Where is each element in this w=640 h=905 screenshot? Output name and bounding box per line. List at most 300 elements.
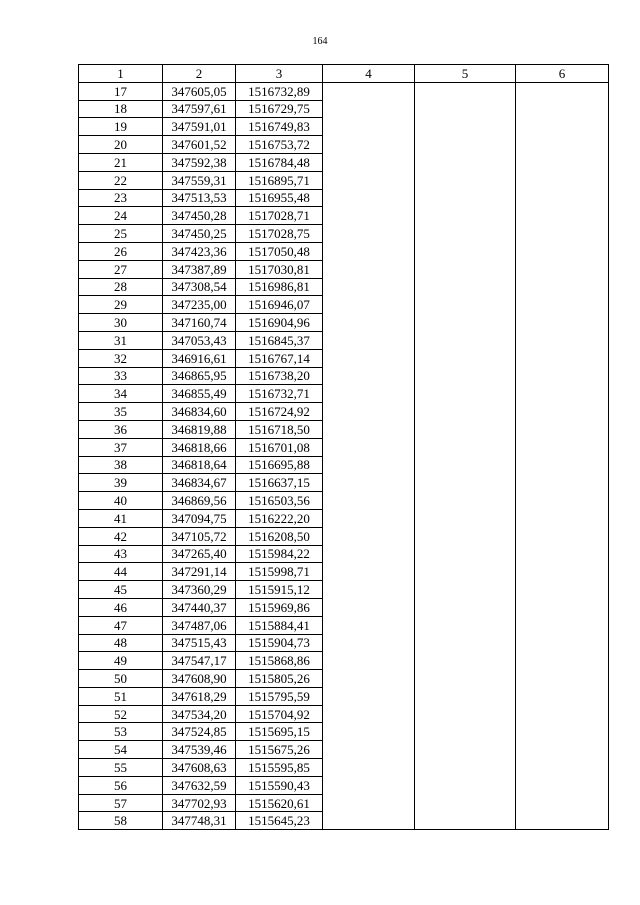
empty-cell <box>323 153 415 171</box>
empty-cell <box>516 100 609 118</box>
empty-cell <box>516 634 609 652</box>
point-number-cell: 46 <box>79 598 163 616</box>
y-coordinate-cell: 1516767,14 <box>236 349 323 367</box>
empty-cell <box>415 242 516 260</box>
table-row <box>79 545 609 563</box>
column-header-3: 3 <box>236 65 323 83</box>
column-header-2: 2 <box>163 65 236 83</box>
empty-cell <box>516 456 609 474</box>
point-number-cell: 31 <box>79 331 163 349</box>
y-coordinate-cell: 1516784,48 <box>236 153 323 171</box>
empty-cell <box>415 776 516 794</box>
empty-cell <box>516 242 609 260</box>
point-number-cell: 55 <box>79 759 163 777</box>
y-coordinate-cell: 1516729,75 <box>236 100 323 118</box>
table-row <box>79 634 609 652</box>
table-row <box>79 171 609 189</box>
empty-cell <box>323 260 415 278</box>
empty-cell <box>323 759 415 777</box>
empty-cell <box>516 367 609 385</box>
y-coordinate-cell: 1516701,08 <box>236 438 323 456</box>
empty-cell <box>516 794 609 812</box>
empty-cell <box>323 403 415 421</box>
empty-cell <box>323 278 415 296</box>
empty-cell <box>415 616 516 634</box>
x-coordinate-cell: 347094,75 <box>163 509 236 527</box>
empty-cell <box>323 118 415 136</box>
empty-cell <box>516 171 609 189</box>
table-body <box>79 82 609 829</box>
empty-cell <box>516 670 609 688</box>
empty-cell <box>516 509 609 527</box>
point-number-cell: 20 <box>79 136 163 154</box>
empty-cell <box>516 207 609 225</box>
empty-cell <box>415 403 516 421</box>
y-coordinate-cell: 1515620,61 <box>236 794 323 812</box>
x-coordinate-cell: 347265,40 <box>163 545 236 563</box>
point-number-cell: 26 <box>79 242 163 260</box>
empty-cell <box>415 456 516 474</box>
table-row <box>79 438 609 456</box>
empty-cell <box>323 82 415 100</box>
empty-cell <box>516 153 609 171</box>
y-coordinate-cell: 1515675,26 <box>236 741 323 759</box>
x-coordinate-cell: 347160,74 <box>163 314 236 332</box>
empty-cell <box>415 741 516 759</box>
x-coordinate-cell: 346818,64 <box>163 456 236 474</box>
x-coordinate-cell: 347608,90 <box>163 670 236 688</box>
x-coordinate-cell: 347515,43 <box>163 634 236 652</box>
empty-cell <box>516 260 609 278</box>
y-coordinate-cell: 1516955,48 <box>236 189 323 207</box>
table-row <box>79 136 609 154</box>
empty-cell <box>323 100 415 118</box>
y-coordinate-cell: 1515884,41 <box>236 616 323 634</box>
empty-cell <box>415 687 516 705</box>
empty-cell <box>323 545 415 563</box>
table-row <box>79 670 609 688</box>
empty-cell <box>415 100 516 118</box>
x-coordinate-cell: 347592,38 <box>163 153 236 171</box>
point-number-cell: 29 <box>79 296 163 314</box>
y-coordinate-cell: 1516695,88 <box>236 456 323 474</box>
empty-cell <box>516 563 609 581</box>
empty-cell <box>415 314 516 332</box>
empty-cell <box>415 598 516 616</box>
empty-cell <box>323 189 415 207</box>
x-coordinate-cell: 346819,88 <box>163 420 236 438</box>
empty-cell <box>415 136 516 154</box>
x-coordinate-cell: 347387,89 <box>163 260 236 278</box>
table-row <box>79 456 609 474</box>
point-number-cell: 33 <box>79 367 163 385</box>
empty-cell <box>323 367 415 385</box>
y-coordinate-cell: 1515969,86 <box>236 598 323 616</box>
x-coordinate-cell: 346865,95 <box>163 367 236 385</box>
empty-cell <box>516 225 609 243</box>
empty-cell <box>323 812 415 830</box>
empty-cell <box>415 634 516 652</box>
empty-cell <box>323 492 415 510</box>
point-number-cell: 53 <box>79 723 163 741</box>
empty-cell <box>516 189 609 207</box>
page-number: 164 <box>312 36 328 47</box>
empty-cell <box>516 278 609 296</box>
empty-cell <box>516 438 609 456</box>
x-coordinate-cell: 346818,66 <box>163 438 236 456</box>
empty-cell <box>516 527 609 545</box>
empty-cell <box>323 242 415 260</box>
point-number-cell: 24 <box>79 207 163 225</box>
table-row <box>79 474 609 492</box>
point-number-cell: 51 <box>79 687 163 705</box>
x-coordinate-cell: 346834,67 <box>163 474 236 492</box>
x-coordinate-cell: 347608,63 <box>163 759 236 777</box>
empty-cell <box>323 634 415 652</box>
x-coordinate-cell: 347618,29 <box>163 687 236 705</box>
y-coordinate-cell: 1516503,56 <box>236 492 323 510</box>
column-header-5: 5 <box>415 65 516 83</box>
empty-cell <box>415 260 516 278</box>
table-row <box>79 118 609 136</box>
point-number-cell: 37 <box>79 438 163 456</box>
y-coordinate-cell: 1517050,48 <box>236 242 323 260</box>
empty-cell <box>323 776 415 794</box>
empty-cell <box>323 225 415 243</box>
empty-cell <box>323 420 415 438</box>
x-coordinate-cell: 347053,43 <box>163 331 236 349</box>
empty-cell <box>516 652 609 670</box>
x-coordinate-cell: 347547,17 <box>163 652 236 670</box>
x-coordinate-cell: 347487,06 <box>163 616 236 634</box>
header-row <box>79 65 609 83</box>
table-row <box>79 367 609 385</box>
y-coordinate-cell: 1515868,86 <box>236 652 323 670</box>
column-header-4: 4 <box>323 65 415 83</box>
table-row <box>79 652 609 670</box>
empty-cell <box>415 492 516 510</box>
empty-cell <box>415 296 516 314</box>
empty-cell <box>516 723 609 741</box>
y-coordinate-cell: 1515795,59 <box>236 687 323 705</box>
empty-cell <box>516 118 609 136</box>
empty-cell <box>415 812 516 830</box>
y-coordinate-cell: 1516895,71 <box>236 171 323 189</box>
x-coordinate-cell: 347534,20 <box>163 705 236 723</box>
y-coordinate-cell: 1515704,92 <box>236 705 323 723</box>
table-row <box>79 260 609 278</box>
point-number-cell: 50 <box>79 670 163 688</box>
empty-cell <box>323 456 415 474</box>
x-coordinate-cell: 347605,05 <box>163 82 236 100</box>
empty-cell <box>516 492 609 510</box>
point-number-cell: 54 <box>79 741 163 759</box>
table-row <box>79 812 609 830</box>
x-coordinate-cell: 347105,72 <box>163 527 236 545</box>
empty-cell <box>323 509 415 527</box>
table-row <box>79 314 609 332</box>
y-coordinate-cell: 1516222,20 <box>236 509 323 527</box>
empty-cell <box>323 687 415 705</box>
y-coordinate-cell: 1516718,50 <box>236 420 323 438</box>
table-header <box>79 65 609 83</box>
empty-cell <box>516 616 609 634</box>
empty-cell <box>516 403 609 421</box>
empty-cell <box>323 331 415 349</box>
table-row <box>79 385 609 403</box>
table-row <box>79 189 609 207</box>
empty-cell <box>323 385 415 403</box>
empty-cell <box>516 705 609 723</box>
table-row <box>79 225 609 243</box>
empty-cell <box>323 616 415 634</box>
point-number-cell: 45 <box>79 581 163 599</box>
empty-cell <box>323 652 415 670</box>
empty-cell <box>516 812 609 830</box>
empty-cell <box>516 687 609 705</box>
empty-cell <box>415 153 516 171</box>
empty-cell <box>323 723 415 741</box>
x-coordinate-cell: 347450,25 <box>163 225 236 243</box>
y-coordinate-cell: 1517028,71 <box>236 207 323 225</box>
coordinates-table <box>78 64 609 830</box>
x-coordinate-cell: 346916,61 <box>163 349 236 367</box>
table-row <box>79 723 609 741</box>
empty-cell <box>323 563 415 581</box>
empty-cell <box>516 474 609 492</box>
empty-cell <box>516 296 609 314</box>
empty-cell <box>415 670 516 688</box>
empty-cell <box>323 670 415 688</box>
y-coordinate-cell: 1515915,12 <box>236 581 323 599</box>
y-coordinate-cell: 1515984,22 <box>236 545 323 563</box>
empty-cell <box>323 741 415 759</box>
empty-cell <box>516 759 609 777</box>
table-row <box>79 349 609 367</box>
empty-cell <box>516 776 609 794</box>
y-coordinate-cell: 1517030,81 <box>236 260 323 278</box>
y-coordinate-cell: 1516732,89 <box>236 82 323 100</box>
empty-cell <box>323 527 415 545</box>
table-row <box>79 492 609 510</box>
empty-cell <box>415 545 516 563</box>
empty-cell <box>415 171 516 189</box>
y-coordinate-cell: 1516986,81 <box>236 278 323 296</box>
empty-cell <box>323 705 415 723</box>
empty-cell <box>323 207 415 225</box>
point-number-cell: 30 <box>79 314 163 332</box>
empty-cell <box>415 509 516 527</box>
point-number-cell: 57 <box>79 794 163 812</box>
empty-cell <box>415 563 516 581</box>
x-coordinate-cell: 347597,61 <box>163 100 236 118</box>
y-coordinate-cell: 1516946,07 <box>236 296 323 314</box>
empty-cell <box>516 598 609 616</box>
empty-cell <box>415 331 516 349</box>
y-coordinate-cell: 1516845,37 <box>236 331 323 349</box>
empty-cell <box>516 581 609 599</box>
y-coordinate-cell: 1516904,96 <box>236 314 323 332</box>
x-coordinate-cell: 347591,01 <box>163 118 236 136</box>
table-row <box>79 420 609 438</box>
y-coordinate-cell: 1515645,23 <box>236 812 323 830</box>
point-number-cell: 25 <box>79 225 163 243</box>
x-coordinate-cell: 346834,60 <box>163 403 236 421</box>
x-coordinate-cell: 347513,53 <box>163 189 236 207</box>
x-coordinate-cell: 347360,29 <box>163 581 236 599</box>
x-coordinate-cell: 346869,56 <box>163 492 236 510</box>
empty-cell <box>415 474 516 492</box>
y-coordinate-cell: 1516208,50 <box>236 527 323 545</box>
point-number-cell: 49 <box>79 652 163 670</box>
point-number-cell: 27 <box>79 260 163 278</box>
y-coordinate-cell: 1515904,73 <box>236 634 323 652</box>
y-coordinate-cell: 1516738,20 <box>236 367 323 385</box>
point-number-cell: 48 <box>79 634 163 652</box>
empty-cell <box>415 759 516 777</box>
empty-cell <box>516 545 609 563</box>
empty-cell <box>415 118 516 136</box>
point-number-cell: 36 <box>79 420 163 438</box>
empty-cell <box>516 82 609 100</box>
empty-cell <box>415 349 516 367</box>
y-coordinate-cell: 1515805,26 <box>236 670 323 688</box>
y-coordinate-cell: 1515695,15 <box>236 723 323 741</box>
x-coordinate-cell: 346855,49 <box>163 385 236 403</box>
empty-cell <box>415 82 516 100</box>
table-row <box>79 509 609 527</box>
x-coordinate-cell: 347601,52 <box>163 136 236 154</box>
table-row <box>79 207 609 225</box>
y-coordinate-cell: 1517028,75 <box>236 225 323 243</box>
empty-cell <box>323 136 415 154</box>
y-coordinate-cell: 1516724,92 <box>236 403 323 421</box>
x-coordinate-cell: 347702,93 <box>163 794 236 812</box>
x-coordinate-cell: 347291,14 <box>163 563 236 581</box>
y-coordinate-cell: 1516753,72 <box>236 136 323 154</box>
point-number-cell: 41 <box>79 509 163 527</box>
empty-cell <box>415 385 516 403</box>
y-coordinate-cell: 1515595,85 <box>236 759 323 777</box>
point-number-cell: 18 <box>79 100 163 118</box>
empty-cell <box>415 367 516 385</box>
point-number-cell: 58 <box>79 812 163 830</box>
point-number-cell: 38 <box>79 456 163 474</box>
point-number-cell: 42 <box>79 527 163 545</box>
y-coordinate-cell: 1516637,15 <box>236 474 323 492</box>
column-header-6: 6 <box>516 65 609 83</box>
table-row <box>79 82 609 100</box>
point-number-cell: 34 <box>79 385 163 403</box>
empty-cell <box>415 652 516 670</box>
x-coordinate-cell: 347559,31 <box>163 171 236 189</box>
table-row <box>79 741 609 759</box>
x-coordinate-cell: 347748,31 <box>163 812 236 830</box>
empty-cell <box>516 385 609 403</box>
empty-cell <box>516 314 609 332</box>
x-coordinate-cell: 347450,28 <box>163 207 236 225</box>
point-number-cell: 40 <box>79 492 163 510</box>
empty-cell <box>323 171 415 189</box>
empty-cell <box>516 420 609 438</box>
empty-cell <box>415 581 516 599</box>
table-row <box>79 100 609 118</box>
table-row <box>79 296 609 314</box>
point-number-cell: 28 <box>79 278 163 296</box>
empty-cell <box>415 189 516 207</box>
y-coordinate-cell: 1515590,43 <box>236 776 323 794</box>
point-number-cell: 32 <box>79 349 163 367</box>
empty-cell <box>323 314 415 332</box>
table-row <box>79 687 609 705</box>
table-row <box>79 598 609 616</box>
y-coordinate-cell: 1516732,71 <box>236 385 323 403</box>
table-row <box>79 242 609 260</box>
table-row <box>79 403 609 421</box>
table-row <box>79 616 609 634</box>
x-coordinate-cell: 347308,54 <box>163 278 236 296</box>
point-number-cell: 43 <box>79 545 163 563</box>
x-coordinate-cell: 347539,46 <box>163 741 236 759</box>
empty-cell <box>415 438 516 456</box>
empty-cell <box>415 420 516 438</box>
point-number-cell: 47 <box>79 616 163 634</box>
table-row <box>79 705 609 723</box>
point-number-cell: 23 <box>79 189 163 207</box>
table-row <box>79 759 609 777</box>
table-row <box>79 776 609 794</box>
x-coordinate-cell: 347632,59 <box>163 776 236 794</box>
empty-cell <box>415 723 516 741</box>
y-coordinate-cell: 1516749,83 <box>236 118 323 136</box>
table-row <box>79 794 609 812</box>
empty-cell <box>415 794 516 812</box>
column-header-1: 1 <box>79 65 163 83</box>
point-number-cell: 56 <box>79 776 163 794</box>
empty-cell <box>323 794 415 812</box>
point-number-cell: 35 <box>79 403 163 421</box>
empty-cell <box>516 349 609 367</box>
empty-cell <box>415 527 516 545</box>
table-row <box>79 331 609 349</box>
table-row <box>79 278 609 296</box>
point-number-cell: 22 <box>79 171 163 189</box>
table-row <box>79 581 609 599</box>
empty-cell <box>323 598 415 616</box>
empty-cell <box>323 474 415 492</box>
point-number-cell: 17 <box>79 82 163 100</box>
empty-cell <box>415 207 516 225</box>
x-coordinate-cell: 347440,37 <box>163 598 236 616</box>
table-row <box>79 563 609 581</box>
table-row <box>79 527 609 545</box>
empty-cell <box>415 705 516 723</box>
point-number-cell: 21 <box>79 153 163 171</box>
empty-cell <box>516 136 609 154</box>
point-number-cell: 44 <box>79 563 163 581</box>
table-row <box>79 153 609 171</box>
point-number-cell: 19 <box>79 118 163 136</box>
empty-cell <box>415 278 516 296</box>
y-coordinate-cell: 1515998,71 <box>236 563 323 581</box>
x-coordinate-cell: 347423,36 <box>163 242 236 260</box>
empty-cell <box>323 581 415 599</box>
point-number-cell: 52 <box>79 705 163 723</box>
empty-cell <box>323 349 415 367</box>
empty-cell <box>516 741 609 759</box>
x-coordinate-cell: 347235,00 <box>163 296 236 314</box>
empty-cell <box>323 438 415 456</box>
